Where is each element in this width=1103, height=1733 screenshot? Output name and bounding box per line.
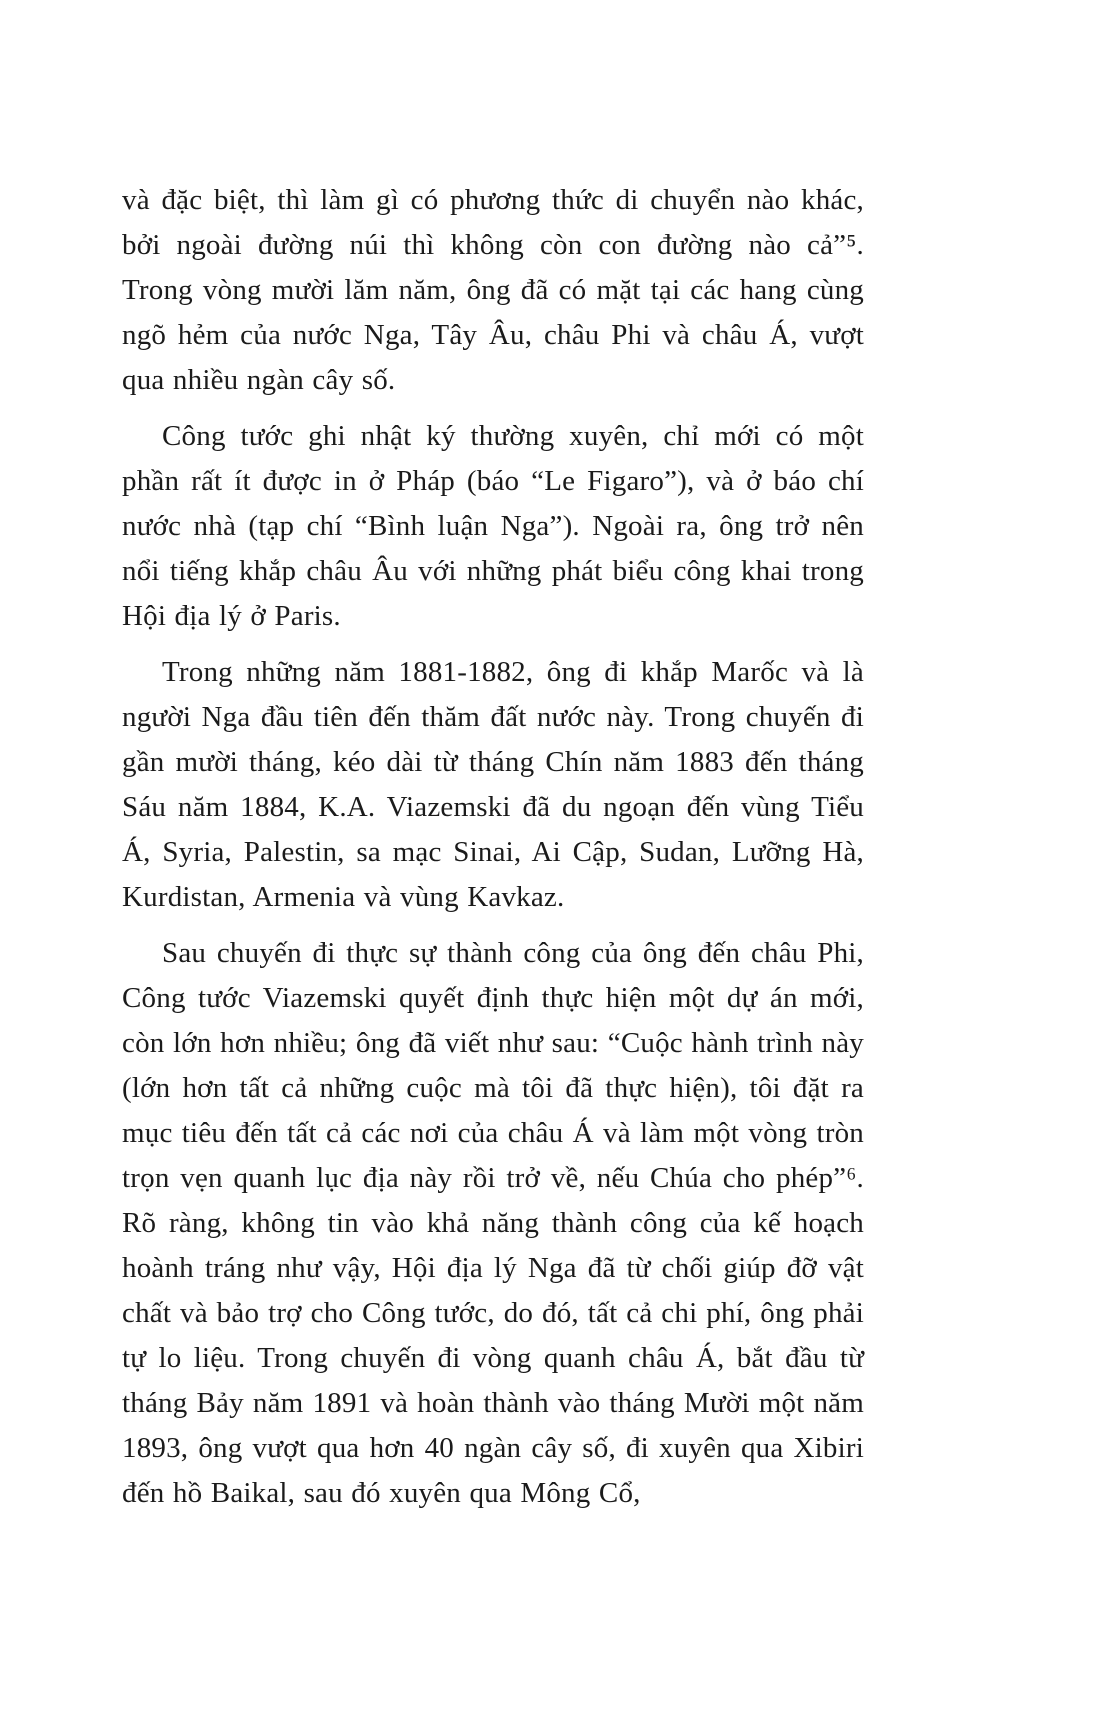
paragraph-morocco-trip: Trong những năm 1881-1882, ông đi khắp Marốc và là người Nga đầu tiên đến thăm đất nước này. Trong chuyến đi gần mười tháng, kéo dài từ tháng Chín năm 1883 đến tháng Sáu năm 1884, K.A. Viazemski đã du ngoạn đến vùng Tiểu Á, Syria, Palestin, sa mạc Sinai, Ai Cập, Sudan, Lưỡng Hà, Kurdistan, Armenia và vùng Kavkaz. — [122, 656, 864, 913]
paragraph-diary: Công tước ghi nhật ký thường xuyên, chỉ mới có một phần rất ít được in ở Pháp (báo “Le Figaro”), và ở báo chí nước nhà (tạp chí “Bình luận Nga”). Ngoài ra, ông trở nên nổi tiếng khắp châu Âu với những phát biểu công khai trong Hội địa lý ở Paris. — [122, 420, 864, 632]
paragraph-continuation: và đặc biệt, thì làm gì có phương thức di chuyển nào khác, bởi ngoài đường núi thì không còn con đường nào cả”⁵. Trong vòng mười lăm năm, ông đã có mặt tại các hang cùng ngõ hẻm của nước Nga, Tây Âu, châu Phi và châu Á, vượt qua nhiều ngàn cây số. — [122, 184, 864, 396]
book-page-text — [122, 178, 864, 1516]
paragraph-asia-journey: Sau chuyến đi thực sự thành công của ông đến châu Phi, Công tước Viazemski quyết định thực hiện một dự án mới, còn lớn hơn nhiều; ông đã viết như sau: “Cuộc hành trình này (lớn hơn tất cả những cuộc mà tôi đã thực hiện), tôi đặt ra mục tiêu đến tất cả các nơi của châu Á và làm một vòng tròn trọn vẹn quanh lục địa này rồi trở về, nếu Chúa cho phép”⁶. Rõ ràng, không tin vào khả năng thành công của kế hoạch hoành tráng như vậy, Hội địa lý Nga đã từ chối giúp đỡ vật chất và bảo trợ cho Công tước, do đó, tất cả chi phí, ông phải tự lo liệu. Trong chuyến đi vòng quanh châu Á, bắt đầu từ tháng Bảy năm 1891 và hoàn thành vào tháng Mười một năm 1893, ông vượt qua hơn 40 ngàn cây số, đi xuyên qua Xibiri đến hồ Baikal, sau đó xuyên qua Mông Cổ, — [122, 937, 864, 1509]
